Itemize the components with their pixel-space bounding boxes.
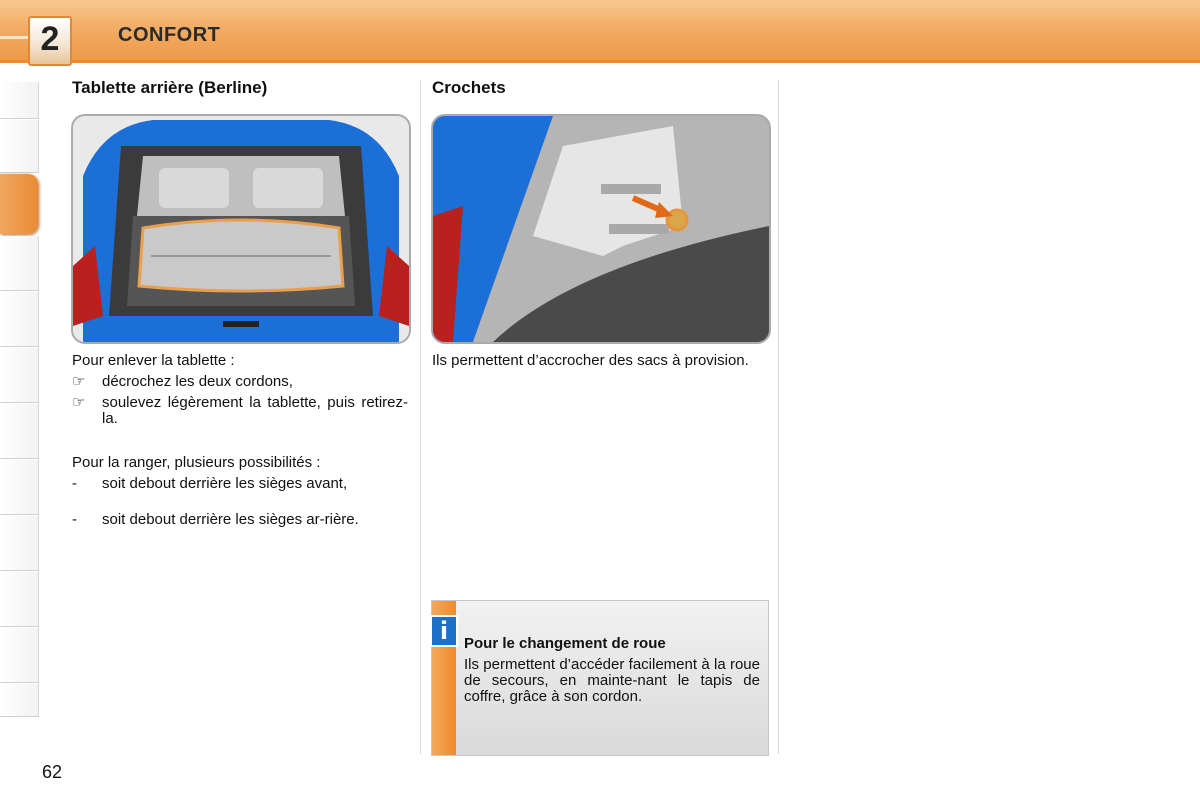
chapter-tab-8[interactable] [0, 516, 39, 571]
chapter-title: CONFORT [118, 24, 221, 46]
chapter-tab-10[interactable] [0, 628, 39, 683]
list-item [72, 476, 408, 512]
hooks-description: Ils permettent d’accrocher des sacs à provision. [432, 352, 749, 369]
info-box [431, 600, 769, 756]
list-item [72, 512, 408, 548]
chapter-tabs [0, 82, 42, 718]
remove-intro: Pour enlever la tablette : [72, 352, 235, 369]
chapter-tab-4[interactable] [0, 292, 39, 347]
store-option-text: soit debout derrière les sièges avant, [102, 475, 348, 492]
column-divider [420, 80, 421, 754]
chapter-tab-2-active[interactable] [0, 174, 38, 234]
section-heading-parcel-shelf: Tablette arrière (Berline) [72, 78, 268, 97]
chapter-tab-1b[interactable] [0, 120, 39, 173]
trunk-hook-illustration [431, 114, 771, 344]
chapter-tab-3[interactable] [0, 236, 39, 291]
store-option-text: soit debout derrière les sièges ar-rière. [102, 511, 359, 528]
chapter-tab-6[interactable] [0, 404, 39, 459]
pointer-hand-icon: ☞ [72, 373, 86, 390]
chapter-tab-9[interactable] [0, 572, 39, 627]
dash-marker: - [72, 475, 77, 492]
chapter-tab-7[interactable] [0, 460, 39, 515]
chapter-tab-5[interactable] [0, 348, 39, 403]
column-divider [778, 80, 779, 754]
page-header [0, 0, 1200, 63]
dash-marker: - [72, 511, 77, 528]
section-heading-hooks: Crochets [432, 78, 506, 97]
page-number: 62 [42, 762, 63, 782]
info-icon: i [430, 615, 458, 647]
remove-step-text: soulevez légèrement la tablette, puis retirez-la. [102, 394, 408, 427]
store-intro: Pour la ranger, plusieurs possibilités : [72, 454, 321, 471]
chapter-badge [28, 16, 72, 66]
chapter-tab-1[interactable] [0, 82, 39, 119]
list-item [72, 374, 408, 392]
info-title: Pour le changement de roue [464, 635, 666, 652]
chapter-number: 2 [40, 20, 60, 58]
list-item [72, 395, 408, 431]
remove-step-text: décrochez les deux cordons, [102, 373, 293, 390]
pointer-hand-icon: ☞ [72, 394, 86, 411]
chapter-tab-11[interactable] [0, 684, 39, 717]
trunk-shelf-illustration [71, 114, 411, 344]
info-text: Ils permettent d’accéder facilement à la roue de secours, en mainte-nant le tapis de coffre, grâce à son cordon. [464, 656, 760, 705]
